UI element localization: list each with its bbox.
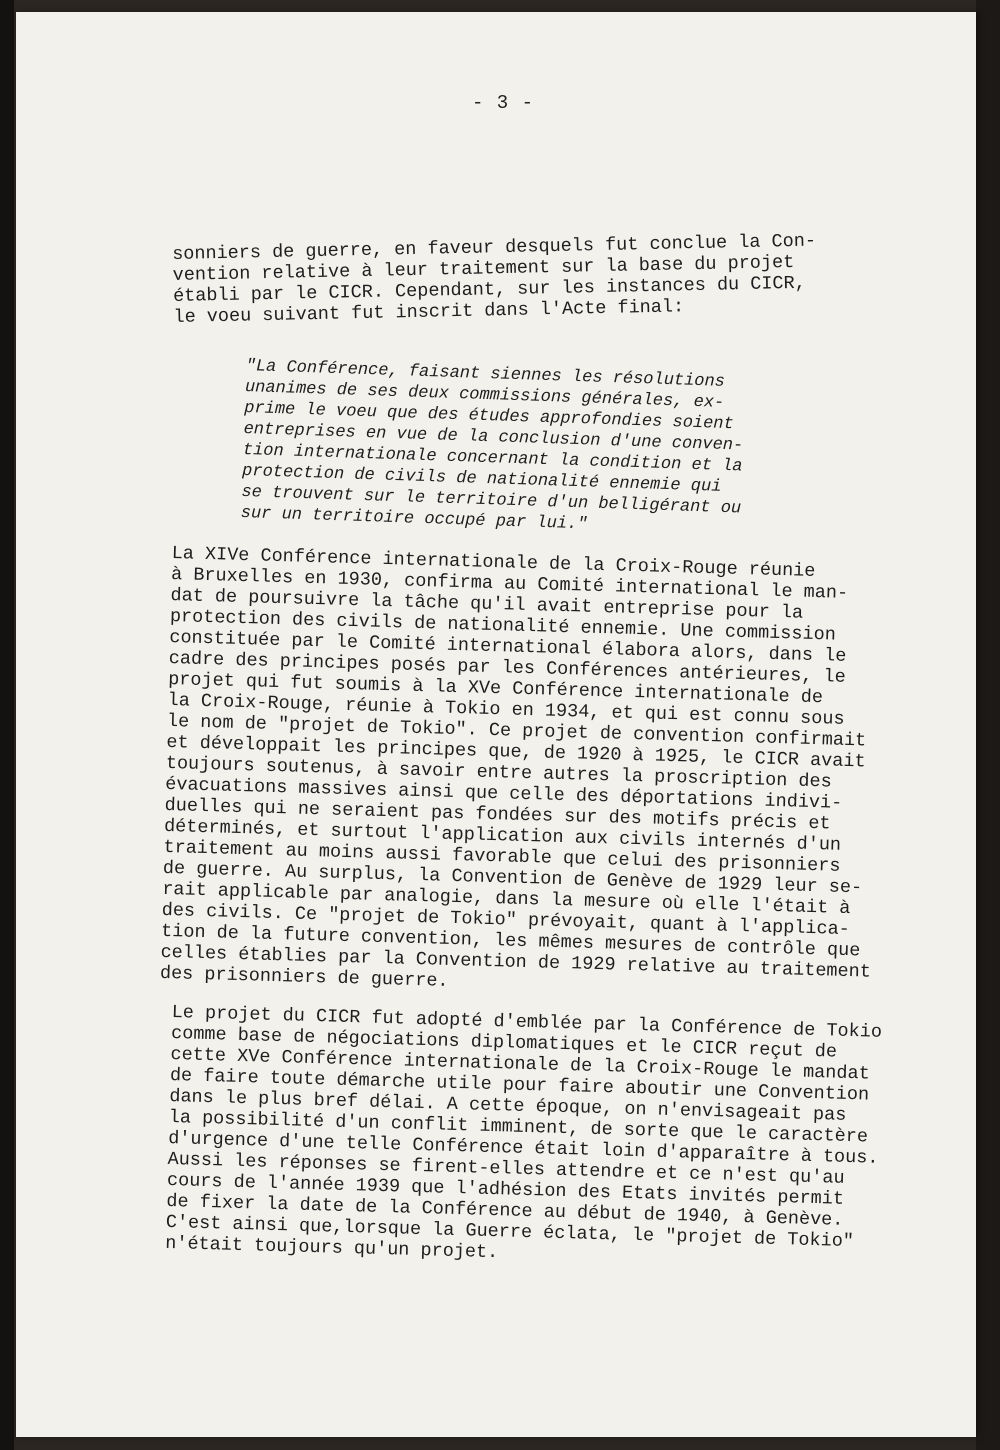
binding-edge [0, 0, 14, 1450]
paragraph-3: Le projet du CICR fut adopté d'emblée par la Conférence de Tokio comme base de négociations diplomatiques et le CICR reçut de cette XVe Conférence internationale de la Croix-Rouge le mandat de faire toute démarche utile pour faire aboutir une Convention dans le plus bref délai. A cette époque, on n'envisageait pas la possibilité d'un conflit imminent, de sorte que le caractère d'urgence d'une telle Conférence était loin d'apparaître à tous. Aussi les réponses se firent-elles attendre et ce n'est qu'au cours de l'année 1939 que l'adhésion des Etats invités permit de fixer la date de la Conférence au début de 1940, à Genève. C'est ainsi que,lorsque la Guerre éclata, le "projet de Tokio" n'était toujours qu'un projet. [164, 1002, 883, 1264]
page-number: - 3 - [472, 92, 535, 114]
page-edge-shadow [976, 0, 1000, 1450]
paragraph-2: La XIVe Conférence internationale de la Croix-Rouge réunie à Bruxelles en 1930, confirma au Comité international le man- dat de poursuivre la tâche qu'il avait entreprise pour la protection des civils de nationalité ennemie. Une commission constituée par le Comité international élabora alors, dans le cadre des principes posés par les Conférences antérieures, le projet qui fut soumis à la XVe Conférence internationale de la Croix-Rouge, réunie à Tokio en 1934, et qui est connu sous le nom de "projet de Tokio". Ce projet de convention confirmait et développait les principes que, de 1920 à 1925, le CICR avait toujours soutenus, à savoir entre autres la proscription des évacuations massives ainsi que celle des déportations indivi- duelles qui ne seraient pas fondées sur des motifs précis et déterminés, et surtout l'application aux civils internés d'un traitement au moins aussi favorable que celui des prisonniers de guerre. Au surplus, la Convention de Genève de 1929 leur se- rait applicable par analogie, dans la mesure où elle l'était à des civils. Ce "projet de Tokio" prévoyait, quant à l'applica- tion de la future convention, les mêmes mesures de contrôle que celles établies par la Convention de 1929 relative au traitement des prisonniers de guerre. [159, 543, 872, 992]
quoted-resolution: "La Conférence, faisant siennes les résolutions unanimes de ses deux commissions générales, ex- prime le voeu que des études approfondies soient entreprises en vue de la conclusion d'une conven- tion internationale concernant la condition et la protection de civils de nationalité ennemie qui se trouvent sur le territoire d'un belligérant ou sur un territoire occupé par lui." [240, 356, 744, 535]
paragraph-1: sonniers de guerre, en faveur desquels fut conclue la Con- vention relative à leur traitement sur la base du projet établi par le CICR. Cependant, sur les instances du CICR, le voeu suivant fut inscrit dans l'Acte final: [172, 230, 817, 328]
